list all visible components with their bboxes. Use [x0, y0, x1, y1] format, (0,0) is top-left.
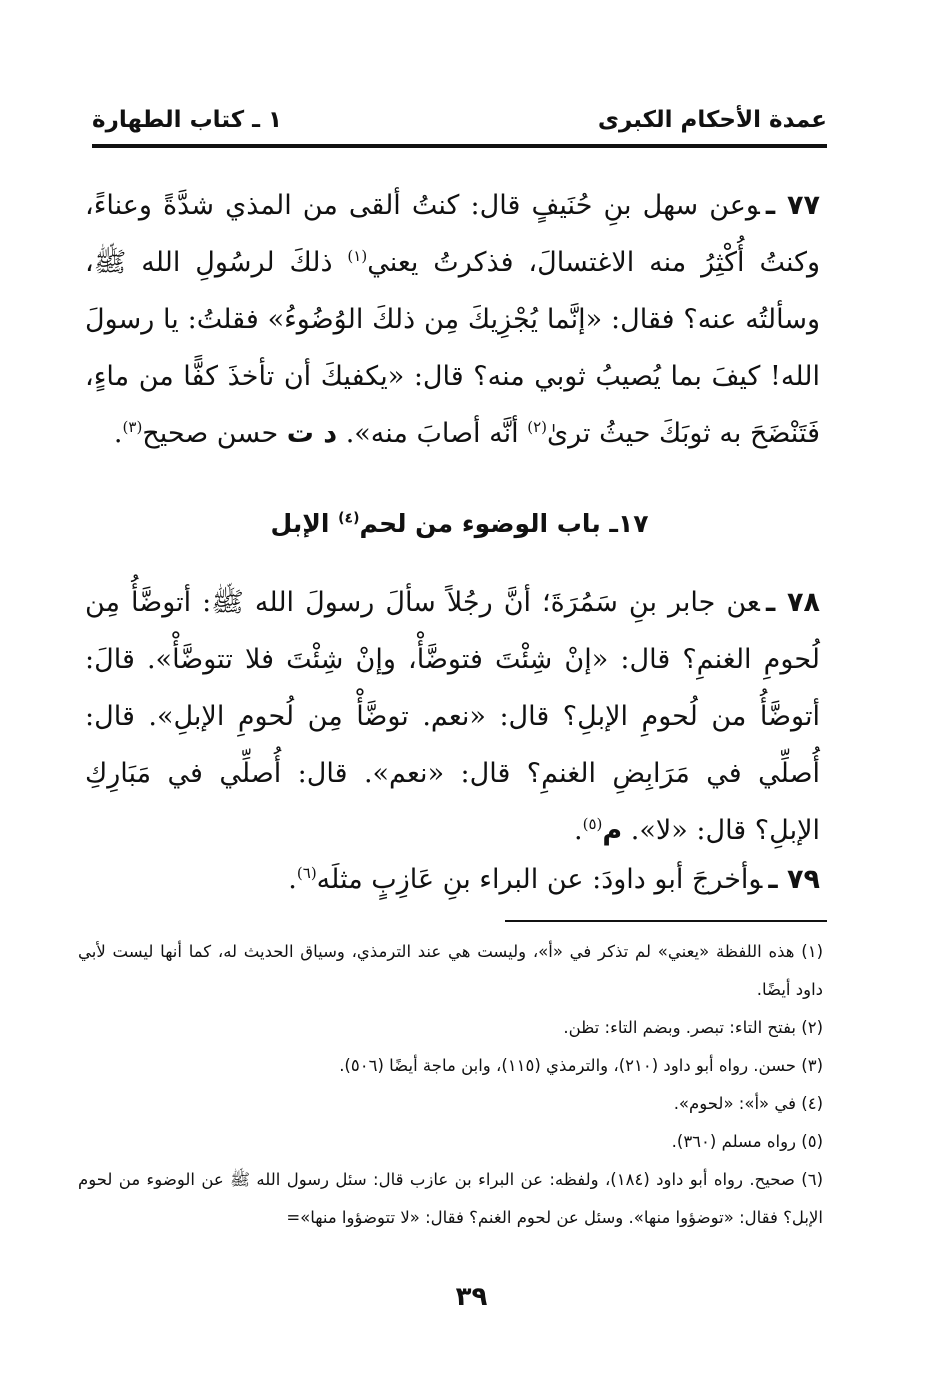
hadith-text: وعن سهل بنِ حُنَيفٍ قال: كنتُ ألقى من المذي شدَّةً وعناءً، وكنتُ أُكْثِرُ منه الاغتسالَ، فذكرتُ يعني	[85, 190, 820, 278]
running-header	[92, 100, 827, 140]
source-symbols: د ت	[286, 418, 338, 449]
hadith-79	[85, 851, 820, 908]
hadith-text: عن جابر بنِ سَمُرَةَ؛ أنَّ رجُلاً سألَ رسولَ الله ﷺ: أتوضَّأُ مِن لُحومِ الغنمِ؟ قال: «إنْ شِئْتَ فتوضَّأْ، وإنْ شِئْتَ فلا تتوضَّأْ». قالَ: أتوضَّأُ من لُحومِ الإبلِ؟ قال: «نعم. توضَّأْ مِن لُحومِ الإبلِ». قال: أُصلِّي في مَرَابِضِ الغنمِ؟ قال: «نعم». قال: أُصلِّي في مَبَارِكِ الإبلِ؟ قال: «لا».	[85, 587, 820, 846]
hadith-77	[85, 177, 820, 462]
chapter-heading-text: ١٧ـ باب الوضوء من لحم	[359, 509, 649, 538]
footnote: (٣) حسن. رواه أبو داود (٢١٠)، والترمذي (١١٥)، وابن ماجة أيضًا (٥٠٦).	[339, 1056, 823, 1075]
hadith-text: وأخرجَ أبو داودَ: عن البراء بنِ عَازِبٍ مثلَه	[316, 864, 763, 895]
full-stop: .	[574, 815, 583, 846]
chapter-title: ١ ـ كتاب الطهارة	[92, 107, 283, 133]
footnotes	[78, 933, 823, 1237]
footnote: (٢) بفتح التاء: تبصر. وبضم التاء: تظن.	[563, 1018, 823, 1037]
footnote: (٥) رواه مسلم (٣٦٠).	[671, 1132, 823, 1151]
page-number: ٣٩	[455, 1282, 488, 1312]
footnote-separator	[505, 920, 827, 922]
footnote-ref: (٢)	[527, 418, 547, 436]
footnote-ref: (٦)	[296, 864, 317, 882]
source-symbols: م	[602, 815, 623, 846]
chapter-heading	[92, 509, 827, 538]
footnote-ref: (٥)	[582, 815, 603, 833]
book-title: عمدة الأحكام الكبرى	[597, 107, 827, 133]
hadith-number: ٧٧ ـ	[765, 190, 820, 221]
hadith-grade: حسن صحيح	[142, 418, 287, 449]
footnote-ref: (١)	[347, 247, 368, 265]
hadith-number: ٧٩ ـ	[768, 864, 820, 895]
full-stop: .	[113, 418, 123, 449]
footnote: (٤) في «أ»: «لحوم».	[673, 1094, 823, 1113]
footnote-ref: (٣)	[122, 418, 143, 436]
hadith-text: أنَّه أصابَ منه».	[337, 418, 528, 449]
full-stop: .	[288, 864, 297, 895]
chapter-heading-text: الإبل	[270, 509, 339, 538]
hadith-78	[85, 574, 820, 859]
footnote: (١) هذه اللفظة «يعني» لم تذكر في «أ»، وليست هي عند الترمذي، وسياق الحديث له، كما أنها ليست لأبي داود أيضًا.	[78, 942, 823, 999]
hadith-number: ٧٨ ـ	[765, 587, 820, 618]
hadith-text: ذلكَ لرسُولِ الله ﷺ، وسألتُه عنه؟ فقال: «إنَّما يُجْزِيكَ مِن ذلكَ الوُضُوءُ» فقلتُ: يا رسولَ الله! كيفَ بما يُصيبُ ثوبي منه؟ قال: «يكفيكَ أن تأخذَ كفًّا من ماءٍ، فَتَنْضَحَ به ثوبَكَ حيثُ ترىٰ	[85, 247, 820, 449]
header-rule	[92, 144, 827, 148]
footnote: (٦) صحيح. رواه أبو داود (١٨٤)، ولفظه: عن البراء بن عازب قال: سئل رسول الله ﷺ عن الوضوء من لحوم الإبل؟ فقال: «توضؤوا منها». وسئل عن لحوم الغنم؟ فقال: «لا تتوضؤوا منها»=	[78, 1170, 824, 1227]
footnote-ref: (٤)	[338, 510, 360, 527]
